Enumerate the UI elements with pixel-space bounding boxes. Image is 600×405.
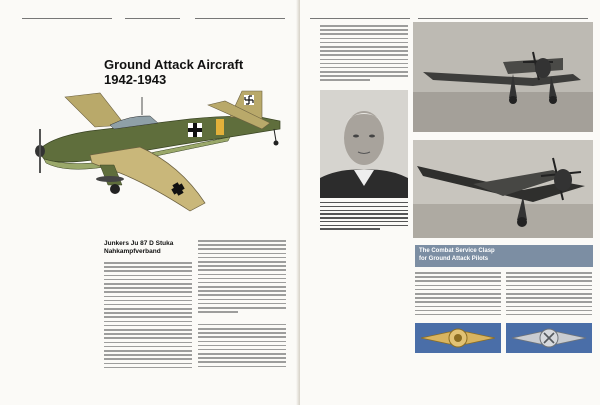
body-text-column-1	[104, 262, 192, 371]
aircraft-photo-1	[413, 22, 593, 132]
box-text-column-1	[415, 272, 501, 318]
right-page	[300, 0, 600, 405]
article-subhead	[104, 240, 173, 256]
silver-clasp-icon	[506, 323, 592, 353]
subhead-line: Junkers Ju 87 D Stuka	[104, 240, 174, 247]
fuselage-band	[216, 119, 224, 135]
box-text-column-2	[506, 272, 592, 318]
balkenkreuz-icon	[188, 123, 202, 137]
top-rule	[125, 18, 180, 19]
tail-wheel	[274, 141, 279, 146]
aircraft-photo-2	[413, 140, 593, 238]
title-line: 1942-1943	[104, 72, 167, 87]
wing-upper	[65, 93, 125, 127]
propeller-icon	[35, 129, 45, 173]
subhead-line: Nahkampfverband	[104, 248, 161, 255]
clasp-image-silver	[506, 323, 592, 353]
info-box-title	[419, 247, 495, 263]
page-title	[104, 57, 284, 87]
portrait-caption	[320, 202, 408, 232]
top-rule	[418, 18, 588, 19]
box-title-line: The Combat Service Clasp	[419, 248, 495, 254]
box-title-line: for Ground Attack Pilots	[419, 256, 489, 262]
body-text-column-2	[198, 240, 286, 370]
top-rule	[310, 18, 410, 19]
top-rule	[195, 18, 285, 19]
aircraft-profile-illustration	[30, 85, 290, 220]
wheel	[110, 184, 120, 194]
tail-wheel-strut	[274, 129, 276, 141]
body-text-column-3	[320, 25, 408, 84]
portrait-photo	[320, 90, 408, 198]
bomb	[96, 176, 124, 182]
tail-symbol-icon	[244, 95, 254, 105]
title-line: Ground Attack Aircraft	[104, 57, 244, 72]
clasp-image-gold	[415, 323, 501, 353]
gold-clasp-icon	[415, 323, 501, 353]
top-rule	[22, 18, 112, 19]
